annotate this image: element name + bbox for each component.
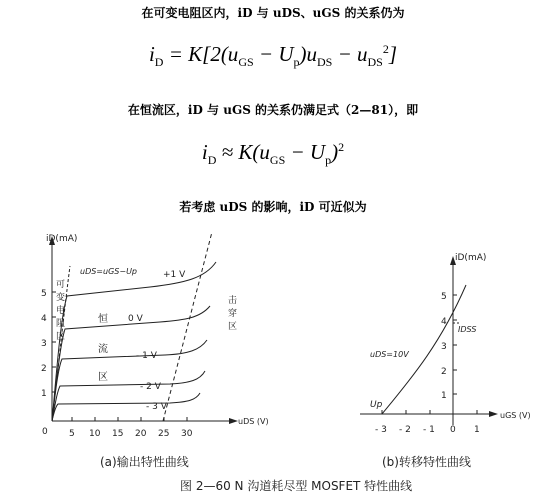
right-y-label: iD(mA) [455, 253, 487, 263]
left-y-label: iD(mA) [46, 234, 78, 244]
right-x-tick-minus-1: - 1 [423, 425, 435, 435]
left-x-label: uDS (V) [238, 417, 269, 426]
region-variable-3: 阻 [56, 319, 66, 329]
right-x-tick-1: 1 [474, 425, 480, 435]
region-variable-2: 电 [56, 306, 66, 316]
figure-title: 图 2—60 N 沟道耗尽型 MOSFET 特性曲线 [180, 479, 413, 493]
curve-minus-3v [52, 393, 200, 421]
right-y-tick-1: 1 [441, 391, 447, 401]
left-x-tick-5: 5 [69, 429, 75, 439]
right-x-tick-0: 0 [450, 425, 456, 435]
idss-label: IDSS [458, 325, 477, 334]
formula-1: $i_D = K[2(u_{GS} - U_p)u_{DS} - u_{DS}^2]$ [148, 42, 398, 70]
region-breakdown-0: 击 [228, 296, 238, 306]
region-breakdown-1: 穿 [228, 309, 238, 319]
right-y-tick-4: 4 [441, 317, 447, 327]
curve-minus-1v [52, 340, 207, 421]
left-x-tick-10: 10 [89, 429, 101, 439]
region-constant-2: 区 [98, 372, 108, 383]
formula-2: $i_D \approx K(u_{GS} - U_p)^2$ [201, 140, 345, 168]
region-constant-0: 恒 [98, 314, 108, 325]
region-constant-1: 流 [98, 344, 108, 355]
pinch-off-label: uDS=uGS−Up [80, 267, 137, 276]
right-y-tick-3: 3 [441, 342, 447, 352]
left-origin-label: 0 [42, 427, 48, 437]
left-y-tick-5: 5 [41, 289, 47, 299]
left-x-tick-25: 25 [158, 429, 170, 439]
uds-condition-label: uDS=10V [370, 350, 409, 359]
curve-label-minus-2v: - 2 V [140, 382, 161, 392]
region-breakdown-2: 区 [228, 322, 238, 332]
region-variable-0: 可 [56, 280, 66, 290]
right-x-arrow-icon [489, 411, 498, 417]
left-x-tick-20: 20 [135, 429, 147, 439]
left-y-tick-1: 1 [41, 389, 47, 399]
right-x-label: uGS (V) [500, 411, 531, 420]
left-caption: (a)输出特性曲线 [100, 455, 189, 469]
curve-label-minus-3v: - 3 V [146, 402, 167, 412]
breakdown-boundary-line [163, 232, 212, 421]
left-x-arrow-icon [229, 418, 238, 424]
left-x-tick-15: 15 [112, 429, 124, 439]
curve-minus-2v [52, 371, 205, 421]
right-y-tick-5: 5 [441, 292, 447, 302]
text-line-1: 在可变电阻区内，iD 与 uDS、uGS 的关系仍为 [141, 6, 405, 20]
up-label: Up [370, 400, 383, 410]
right-x-tick-minus-2: - 2 [399, 425, 411, 435]
text-line-3: 若考虑 uDS 的影响，iD 可近似为 [179, 200, 367, 214]
text-line-2: 在恒流区，iD 与 uGS 的关系仍满足式（2—81），即 [127, 103, 419, 117]
curve-label-plus-1v: +1 V [163, 270, 186, 280]
right-x-tick-minus-3: - 3 [375, 425, 387, 435]
left-y-tick-2: 2 [41, 364, 47, 374]
right-y-tick-2: 2 [441, 367, 447, 377]
curve-label-0v: 0 V [128, 314, 143, 324]
left-y-tick-3: 3 [41, 339, 47, 349]
region-variable-4: 区 [56, 332, 66, 342]
right-caption: (b)转移特性曲线 [382, 455, 471, 469]
region-variable-1: 变 [56, 293, 66, 303]
left-x-tick-30: 30 [181, 429, 193, 439]
curve-plus-1v [52, 262, 216, 421]
output-characteristics-plot [49, 232, 238, 424]
curve-label-minus-1v: - 1 V [136, 351, 157, 361]
left-y-tick-4: 4 [41, 314, 47, 324]
